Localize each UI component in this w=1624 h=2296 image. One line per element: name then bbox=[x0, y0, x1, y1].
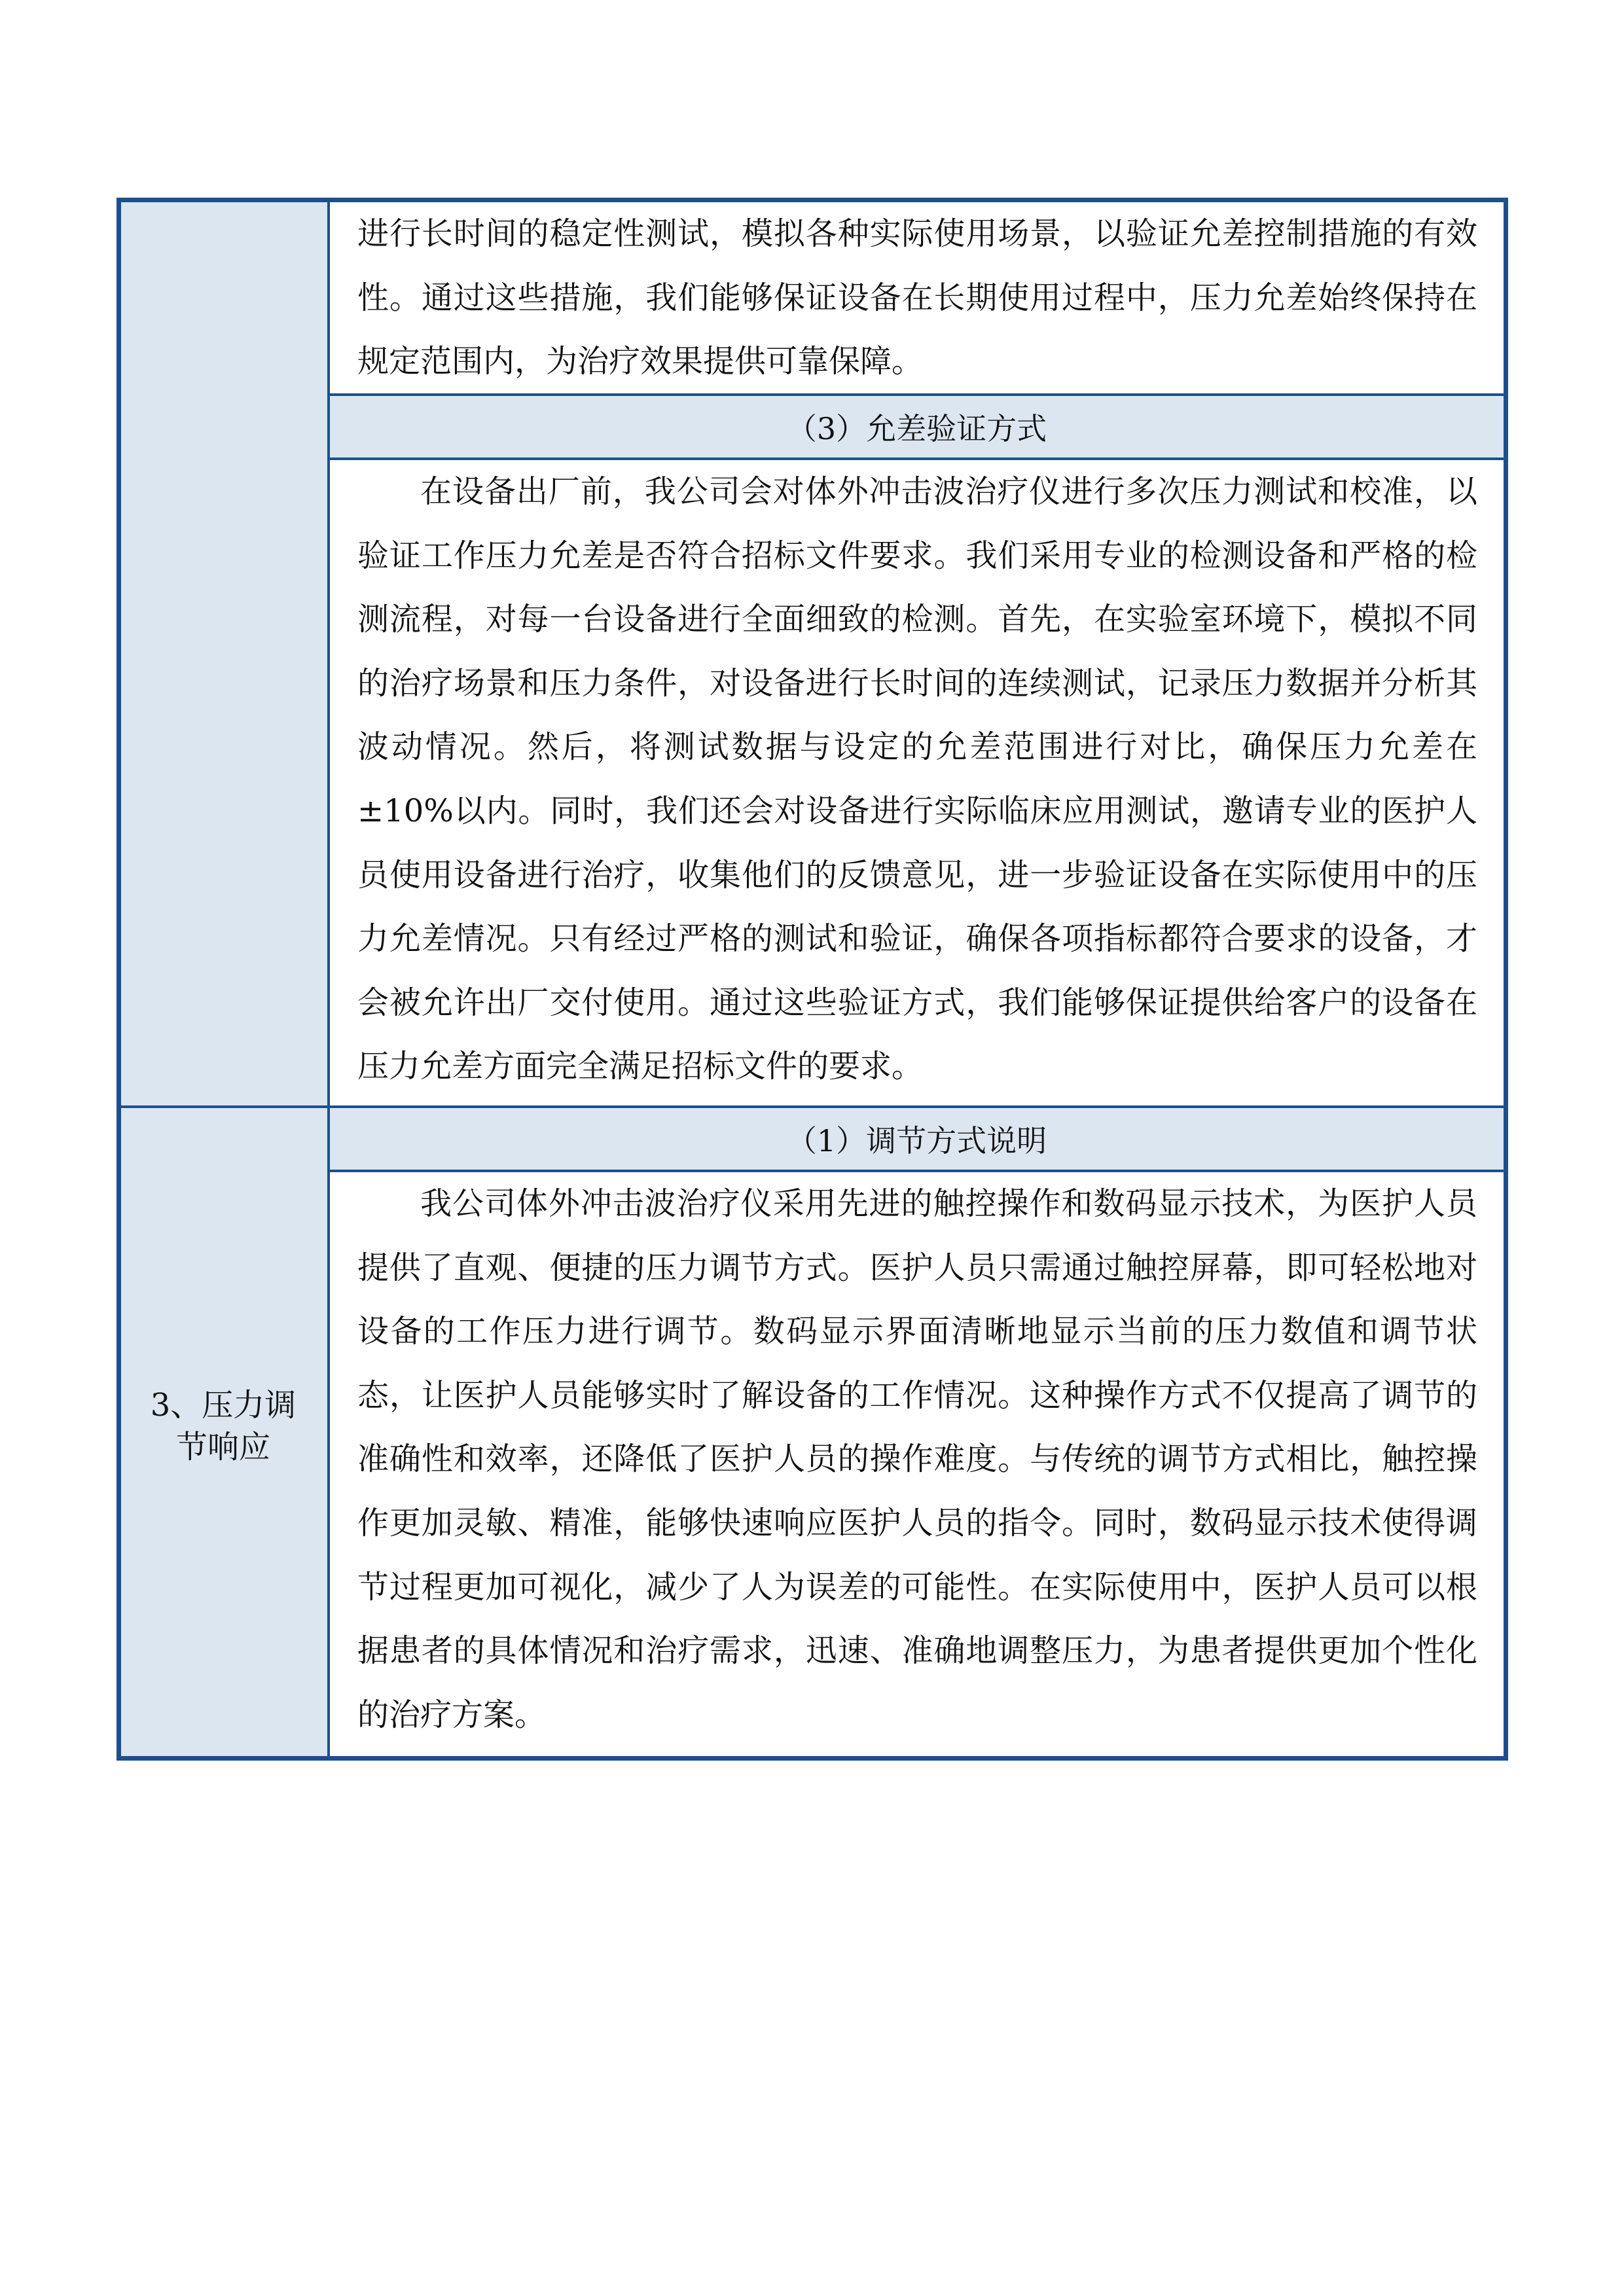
continued-paragraph-cell bbox=[330, 202, 1504, 393]
adjustment-method-heading bbox=[330, 1108, 1504, 1170]
section-3-label bbox=[121, 1384, 325, 1468]
adjustment-method-cell bbox=[330, 1172, 1504, 1756]
adjustment-method-paragraph: 我公司体外冲击波治疗仪采用先进的触控操作和数码显示技术，为医护人员提供了直观、便捷的压力调节方式。医护人员只需通过触控屏幕，即可轻松地对设备的工作压力进行调节。数码显示界面清晰地显示当前的压力数值和调节状态，让医护人员能够实时了解设备的工作情况。这种操作方式不仅提高了调节的准确性和效率，还降低了医护人员的操作难度。与传统的调节方式相比，触控操作更加灵敏、精准，能够快速响应医护人员的指令。同时，数码显示技术使得调节过程更加可视化，减少了人为误差的可能性。在实际使用中，医护人员可以根据患者的具体情况和治疗需求，迅速、准确地调整压力，为患者提供更加个性化的治疗方案。 bbox=[357, 1185, 1477, 1733]
tolerance-verification-heading-text: （3）允差验证方式 bbox=[786, 411, 1047, 446]
continued-paragraph: 进行长时间的稳定性测试，模拟各种实际使用场景，以验证允差控制措施的有效性。通过这些措施，我们能够保证设备在长期使用过程中，压力允差始终保持在规定范围内，为治疗效果提供可靠保障。 bbox=[357, 215, 1477, 380]
tolerance-verification-heading bbox=[330, 396, 1504, 457]
section-3-label-line2: 节响应 bbox=[175, 1429, 270, 1465]
section-3-label-line1: 3、压力调 bbox=[150, 1387, 297, 1424]
tolerance-verification-cell bbox=[330, 460, 1504, 1105]
spec-table bbox=[117, 198, 1508, 1761]
item-label-column bbox=[121, 202, 330, 1756]
adjustment-method-heading-text: （1）调节方式说明 bbox=[786, 1123, 1047, 1158]
tolerance-verification-paragraph: 在设备出厂前，我公司会对体外冲击波治疗仪进行多次压力测试和校准，以验证工作压力允差是否符合招标文件要求。我们采用专业的检测设备和严格的检测流程，对每一台设备进行全面细致的检测。首先，在实验室环境下，模拟不同的治疗场景和压力条件，对设备进行长时间的连续测试，记录压力数据并分析其波动情况。然后，将测试数据与设定的允差范围进行对比，确保压力允差在±10%以内。同时，我们还会对设备进行实际临床应用测试，邀请专业的医护人员使用设备进行治疗，收集他们的反馈意见，进一步验证设备在实际使用中的压力允差情况。只有经过严格的测试和验证，确保各项指标都符合要求的设备，才会被允许出厂交付使用。通过这些验证方式，我们能够保证提供给客户的设备在压力允差方面完全满足招标文件的要求。 bbox=[357, 473, 1477, 1085]
